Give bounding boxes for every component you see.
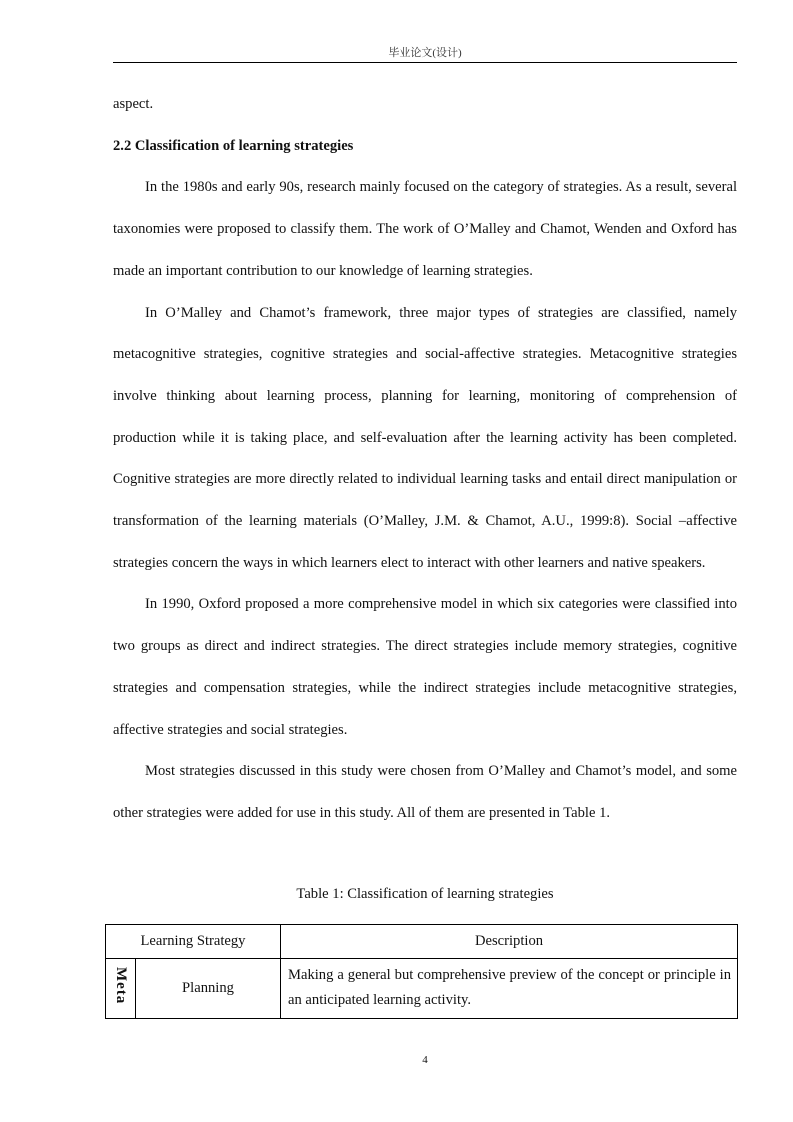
table-row xyxy=(106,959,738,1019)
paragraph-3: In 1990, Oxford proposed a more comprehensive model in which six categories were classified into two groups as direct and indirect strategies. The direct strategies include memory strategies, cognitive strategies and compensation strategies, while the indirect strategies include metacognitive strategies, affective strategies and social strategies. xyxy=(113,596,737,738)
paragraph-continuation: aspect. xyxy=(113,96,154,112)
paragraph-4: Most strategies discussed in this study were chosen from O’Malley and Chamot’s model, and some other strategies were added for use in this study. All of them are presented in Table 1. xyxy=(113,763,737,821)
paragraph-2: In O’Malley and Chamot’s framework, three major types of strategies are classified, namely metacognitive strategies, cognitive strategies and social-affective strategies. Metacognitive strategies involve thinking about learning process, planning for learning, monitoring of comprehension of production while it is taking place, and self-evaluation after the learning activity has been completed. Cognitive strategies are more directly related to individual learning tasks and entail direct manipulation or transformation of the learning materials (O’Malley, J.M. & Chamot, A.U., 1999:8). Social –affective strategies concern the ways in which learners elect to interact with other learners and native speakers. xyxy=(113,304,737,571)
page-number: 4 xyxy=(422,1054,428,1066)
paragraph-1: In the 1980s and early 90s, research mainly focused on the category of strategies. As a result, several taxonomies were proposed to classify them. The work of O’Malley and Chamot, Wenden and Oxford has made an important contribution to our knowledge of learning strategies. xyxy=(113,179,737,279)
header-divider xyxy=(113,62,737,63)
strategy-table xyxy=(105,924,738,1019)
header-description: Description xyxy=(281,925,738,959)
strategy-name: Planning xyxy=(136,959,281,1019)
category-cell xyxy=(106,959,136,1019)
header-learning-strategy: Learning Strategy xyxy=(106,925,281,959)
table-header-row xyxy=(106,925,738,959)
category-label: Meta xyxy=(113,967,129,1005)
section-heading: 2.2 Classification of learning strategies xyxy=(113,137,354,154)
document-body xyxy=(113,84,737,835)
page-header: 毕业论文(设计) xyxy=(388,47,462,59)
strategy-description: Making a general but comprehensive preview of the concept or principle in an anticipated learning activity. xyxy=(281,959,738,1019)
table-caption: Table 1: Classification of learning strategies xyxy=(296,886,554,902)
